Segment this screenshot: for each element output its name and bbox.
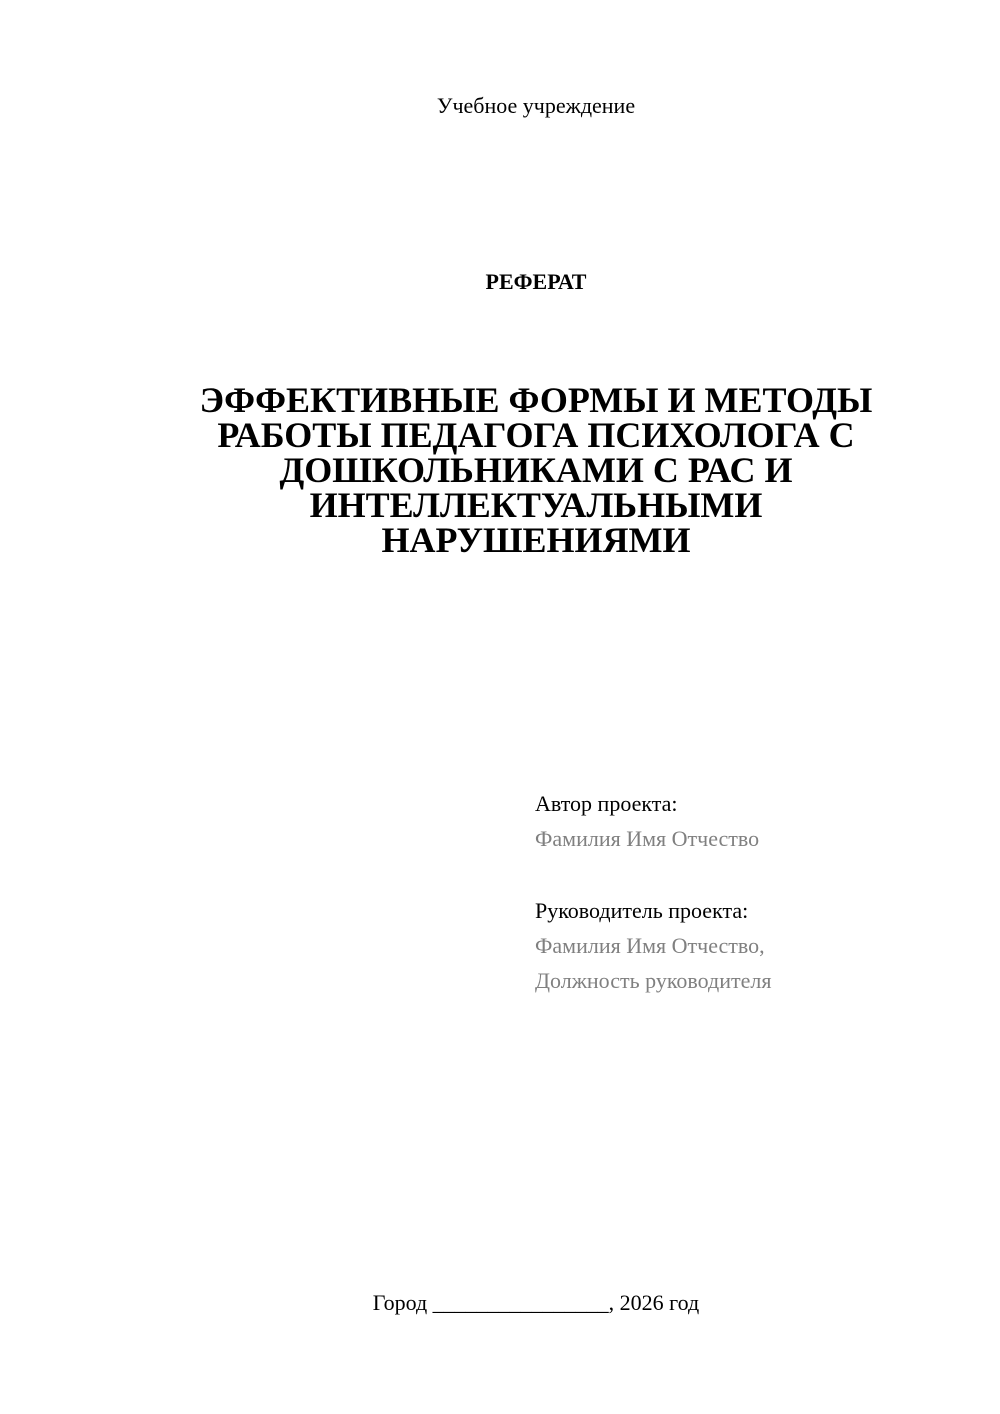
institution-name: Учебное учреждение bbox=[436, 93, 636, 118]
city-year-footer: Город ________________, 2026 год bbox=[372, 1290, 700, 1315]
author-name: Фамилия Имя Отчество bbox=[535, 826, 760, 851]
title-line: ДОШКОЛЬНИКАМИ С РАС И bbox=[279, 450, 793, 490]
supervisor-name: Фамилия Имя Отчество, bbox=[535, 933, 765, 958]
title-line: РАБОТЫ ПЕДАГОГА ПСИХОЛОГА С bbox=[217, 415, 855, 455]
supervisor-position: Должность руководителя bbox=[535, 968, 772, 993]
supervisor-label: Руководитель проекта: bbox=[535, 898, 749, 923]
author-block bbox=[535, 786, 955, 856]
document-type: РЕФЕРАТ bbox=[485, 269, 587, 294]
author-label: Автор проекта: bbox=[535, 791, 678, 816]
supervisor-block bbox=[535, 893, 955, 998]
document-title bbox=[160, 380, 912, 560]
title-line: НАРУШЕНИЯМИ bbox=[381, 520, 691, 560]
title-line: ИНТЕЛЛЕКТУАЛЬНЫМИ bbox=[309, 485, 763, 525]
title-line: ЭФФЕКТИВНЫЕ ФОРМЫ И МЕТОДЫ bbox=[199, 380, 873, 420]
